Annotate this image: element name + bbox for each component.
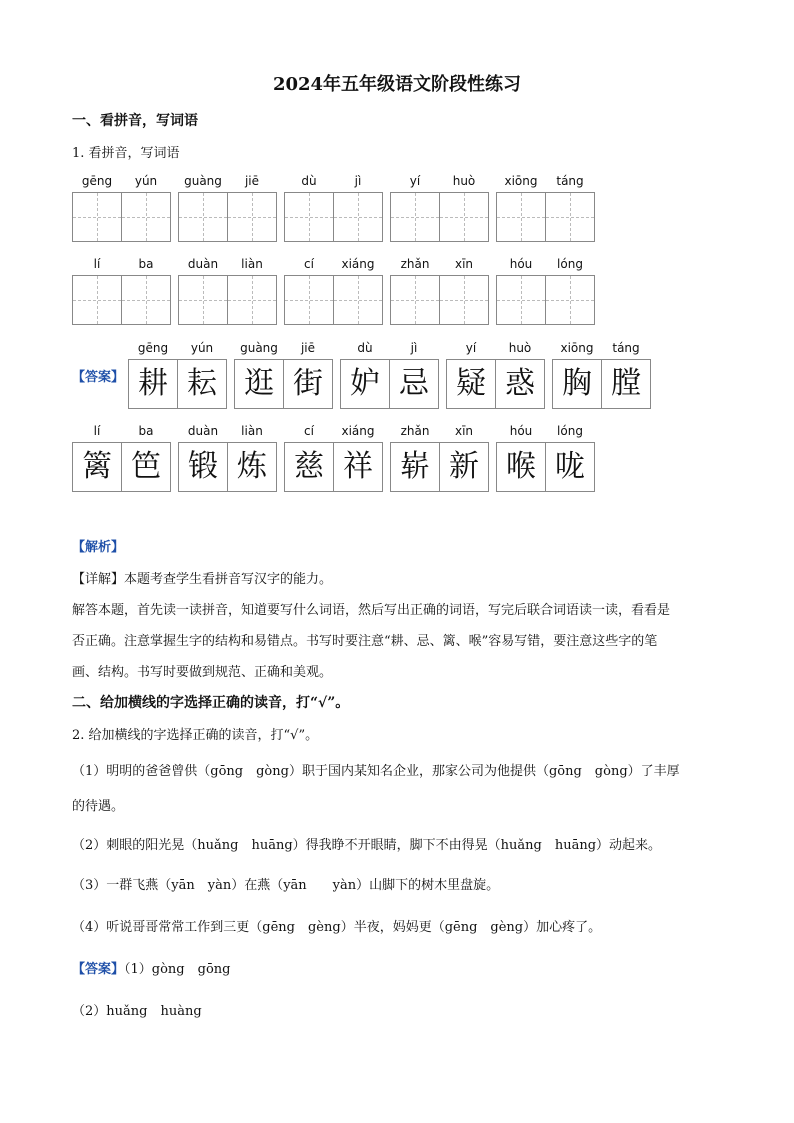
answer-char-cell <box>121 443 170 491</box>
answer-char: 崭 <box>400 449 430 484</box>
pinyin-syllable: cí <box>304 257 314 271</box>
pinyin-syllable: guàng <box>184 174 222 188</box>
answer-char-cell <box>73 443 121 491</box>
pinyin-syllable: zhǎn <box>400 257 430 271</box>
pinyin-word-box <box>284 174 384 242</box>
pinyin-syllable: duàn <box>187 257 219 271</box>
answer-char-cell <box>497 443 545 491</box>
writing-cell[interactable] <box>73 276 121 324</box>
answer-char: 锻 <box>188 449 218 484</box>
pinyin-syllable: yún <box>134 174 158 188</box>
analysis-tag: 【解析】 <box>72 540 125 555</box>
answer-char-cell <box>333 443 382 491</box>
pinyin-syllable: dù <box>301 174 317 188</box>
answer-char: 疑 <box>456 366 486 401</box>
answer-char: 街 <box>293 366 323 401</box>
writing-cell[interactable] <box>439 193 488 241</box>
section2-heading: 二、给加横线的字选择正确的读音，打“√”。 <box>72 695 350 711</box>
writing-cell[interactable] <box>545 276 594 324</box>
pinyin-word-box <box>284 257 384 325</box>
pinyin-word-box <box>496 424 596 492</box>
pinyin-syllable: liàn <box>241 424 263 438</box>
pinyin-syllable: yún <box>190 341 214 355</box>
detail-text: 本题考查学生看拼音写汉字的能力。 <box>124 572 333 587</box>
answer-char: 惑 <box>505 366 535 401</box>
pinyin-word-box <box>178 257 278 325</box>
writing-cell[interactable] <box>227 276 276 324</box>
answer-char-cell <box>283 360 332 408</box>
answer-char: 胸 <box>562 366 592 401</box>
answer-char-cell <box>601 360 650 408</box>
answer-char-cell <box>227 443 276 491</box>
writing-cell[interactable] <box>179 276 227 324</box>
writing-cell[interactable] <box>179 193 227 241</box>
answer-char: 新 <box>449 449 479 484</box>
pinyin-syllable: xīn <box>454 424 474 438</box>
pinyin-word-box <box>496 257 596 325</box>
answer-char: 祥 <box>343 449 373 484</box>
answer-char: 耘 <box>187 366 217 401</box>
section1-heading: 一、看拼音，写词语 <box>72 113 198 129</box>
writing-cell[interactable] <box>545 193 594 241</box>
pinyin-syllable: xiáng <box>341 257 375 271</box>
pinyin-syllable: gēng <box>81 174 113 188</box>
writing-cell[interactable] <box>121 276 170 324</box>
pinyin-word-box <box>72 424 172 492</box>
writing-cell[interactable] <box>333 193 382 241</box>
pinyin-syllable: ba <box>138 257 154 271</box>
answer-char: 炼 <box>237 449 267 484</box>
pinyin-syllable: zhǎn <box>400 424 430 438</box>
writing-cell[interactable] <box>391 193 439 241</box>
question2-item1-line1: （1）明明的爸爸曾供（gōng gòng）职于国内某知名企业，那家公司为他提供（gōng gòng）了丰厚 <box>72 764 680 779</box>
pinyin-syllable: lí <box>93 257 101 271</box>
answer2-line1 <box>72 958 230 977</box>
detail-line <box>72 568 332 587</box>
detail-tag: 【详解】 <box>72 572 125 587</box>
pinyin-syllable: guàng <box>240 341 278 355</box>
answer-char-cell <box>447 360 495 408</box>
pinyin-syllable: ba <box>138 424 154 438</box>
pinyin-syllable: huò <box>452 174 476 188</box>
pinyin-syllable: huò <box>508 341 532 355</box>
pinyin-word-box <box>496 174 596 242</box>
pinyin-syllable: liàn <box>241 257 263 271</box>
pinyin-syllable: xīn <box>454 257 474 271</box>
answer-char-cell <box>285 443 333 491</box>
analysis-paragraph-line2: 否正确。注意掌握生字的结构和易错点。书写时要注意“耕、忌、篱、喉”容易写错，要注意这些字的笔 <box>72 634 658 649</box>
pinyin-word-box <box>72 174 172 242</box>
pinyin-syllable: táng <box>612 341 640 355</box>
pinyin-syllable: lóng <box>557 424 583 438</box>
answer-char-cell <box>391 443 439 491</box>
pinyin-syllable: jiē <box>244 174 260 188</box>
question2-item1-line2: 的待遇。 <box>72 799 125 814</box>
answer-char-cell <box>179 443 227 491</box>
answer-char-cell <box>341 360 389 408</box>
analysis-paragraph-line3: 画、结构。书写时要做到规范、正确和美观。 <box>72 665 333 680</box>
answer2-text1: （1）gòng gōng <box>124 962 231 977</box>
pinyin-syllable: hóu <box>509 257 533 271</box>
pinyin-word-box <box>128 341 228 409</box>
pinyin-syllable: xiōng <box>504 174 538 188</box>
answer-char-cell <box>177 360 226 408</box>
answer2-tag: 【答案】 <box>72 962 125 977</box>
answer-char: 耕 <box>138 366 168 401</box>
pinyin-word-box <box>178 424 278 492</box>
pinyin-word-box <box>178 174 278 242</box>
answer-char: 喉 <box>506 449 536 484</box>
pinyin-word-box <box>390 174 490 242</box>
answer-char: 笆 <box>131 449 161 484</box>
pinyin-syllable: jì <box>354 174 362 188</box>
writing-cell[interactable] <box>285 276 333 324</box>
pinyin-word-box <box>390 257 490 325</box>
pinyin-syllable: jiē <box>300 341 316 355</box>
pinyin-syllable: lóng <box>557 257 583 271</box>
answer-char-cell <box>439 443 488 491</box>
writing-cell[interactable] <box>439 276 488 324</box>
pinyin-word-box <box>552 341 652 409</box>
pinyin-syllable: xiōng <box>560 341 594 355</box>
pinyin-word-box <box>390 424 490 492</box>
writing-cell[interactable] <box>285 193 333 241</box>
question1-prompt: 1. 看拼音，写词语 <box>72 146 180 161</box>
question2-item4: （4）听说哥哥常常工作到三更（gēng gèng）半夜，妈妈更（gēng gèng）加心疼了。 <box>72 920 602 935</box>
pinyin-syllable: duàn <box>187 424 219 438</box>
answer-char-cell <box>235 360 283 408</box>
answer-char-cell <box>389 360 438 408</box>
answer-char: 咙 <box>555 449 585 484</box>
writing-cell[interactable] <box>391 276 439 324</box>
pinyin-syllable: xiáng <box>341 424 375 438</box>
answer-char-cell <box>129 360 177 408</box>
writing-cell[interactable] <box>497 193 545 241</box>
answer-char: 忌 <box>399 366 429 401</box>
analysis-paragraph-line1: 解答本题，首先读一读拼音，知道要写什么词语，然后写出正确的词语，写完后联合词语读一读，看看是 <box>72 603 671 618</box>
writing-cell[interactable] <box>227 193 276 241</box>
writing-cell[interactable] <box>497 276 545 324</box>
answer-char: 篱 <box>82 449 112 484</box>
pinyin-syllable: yí <box>409 174 421 188</box>
writing-cell[interactable] <box>121 193 170 241</box>
pinyin-syllable: táng <box>556 174 584 188</box>
answer-char: 慈 <box>294 449 324 484</box>
writing-cell[interactable] <box>73 193 121 241</box>
pinyin-syllable: hóu <box>509 424 533 438</box>
pinyin-word-box <box>72 257 172 325</box>
answer-char-cell <box>545 443 594 491</box>
pinyin-syllable: lí <box>93 424 101 438</box>
pinyin-word-box <box>340 341 440 409</box>
pinyin-syllable: cí <box>304 424 314 438</box>
question2-item3: （3）一群飞燕（yān yàn）在燕（yān yàn）山脚下的树木里盘旋。 <box>72 878 500 893</box>
writing-cell[interactable] <box>333 276 382 324</box>
pinyin-word-box <box>446 341 546 409</box>
page-title: 2024年五年级语文阶段性练习 <box>272 74 522 95</box>
answer2-line2: （2）huǎng huàng <box>72 1004 202 1019</box>
pinyin-syllable: yí <box>465 341 477 355</box>
answer-char: 妒 <box>350 366 380 401</box>
pinyin-word-box <box>284 424 384 492</box>
answer-char: 膛 <box>611 366 641 401</box>
pinyin-syllable: dù <box>357 341 373 355</box>
answer-tag: 【答案】 <box>72 370 125 385</box>
answer-char-cell <box>495 360 544 408</box>
pinyin-word-box <box>234 341 334 409</box>
answer-char-cell <box>553 360 601 408</box>
question2-item2: （2）刺眼的阳光晃（huǎng huāng）得我睁不开眼睛，脚下不由得晃（huǎng huāng）动起来。 <box>72 838 662 853</box>
question2-prompt: 2. 给加横线的字选择正确的读音，打“√”。 <box>72 728 319 743</box>
pinyin-syllable: gēng <box>137 341 169 355</box>
pinyin-syllable: jì <box>410 341 418 355</box>
answer-char: 逛 <box>244 366 274 401</box>
